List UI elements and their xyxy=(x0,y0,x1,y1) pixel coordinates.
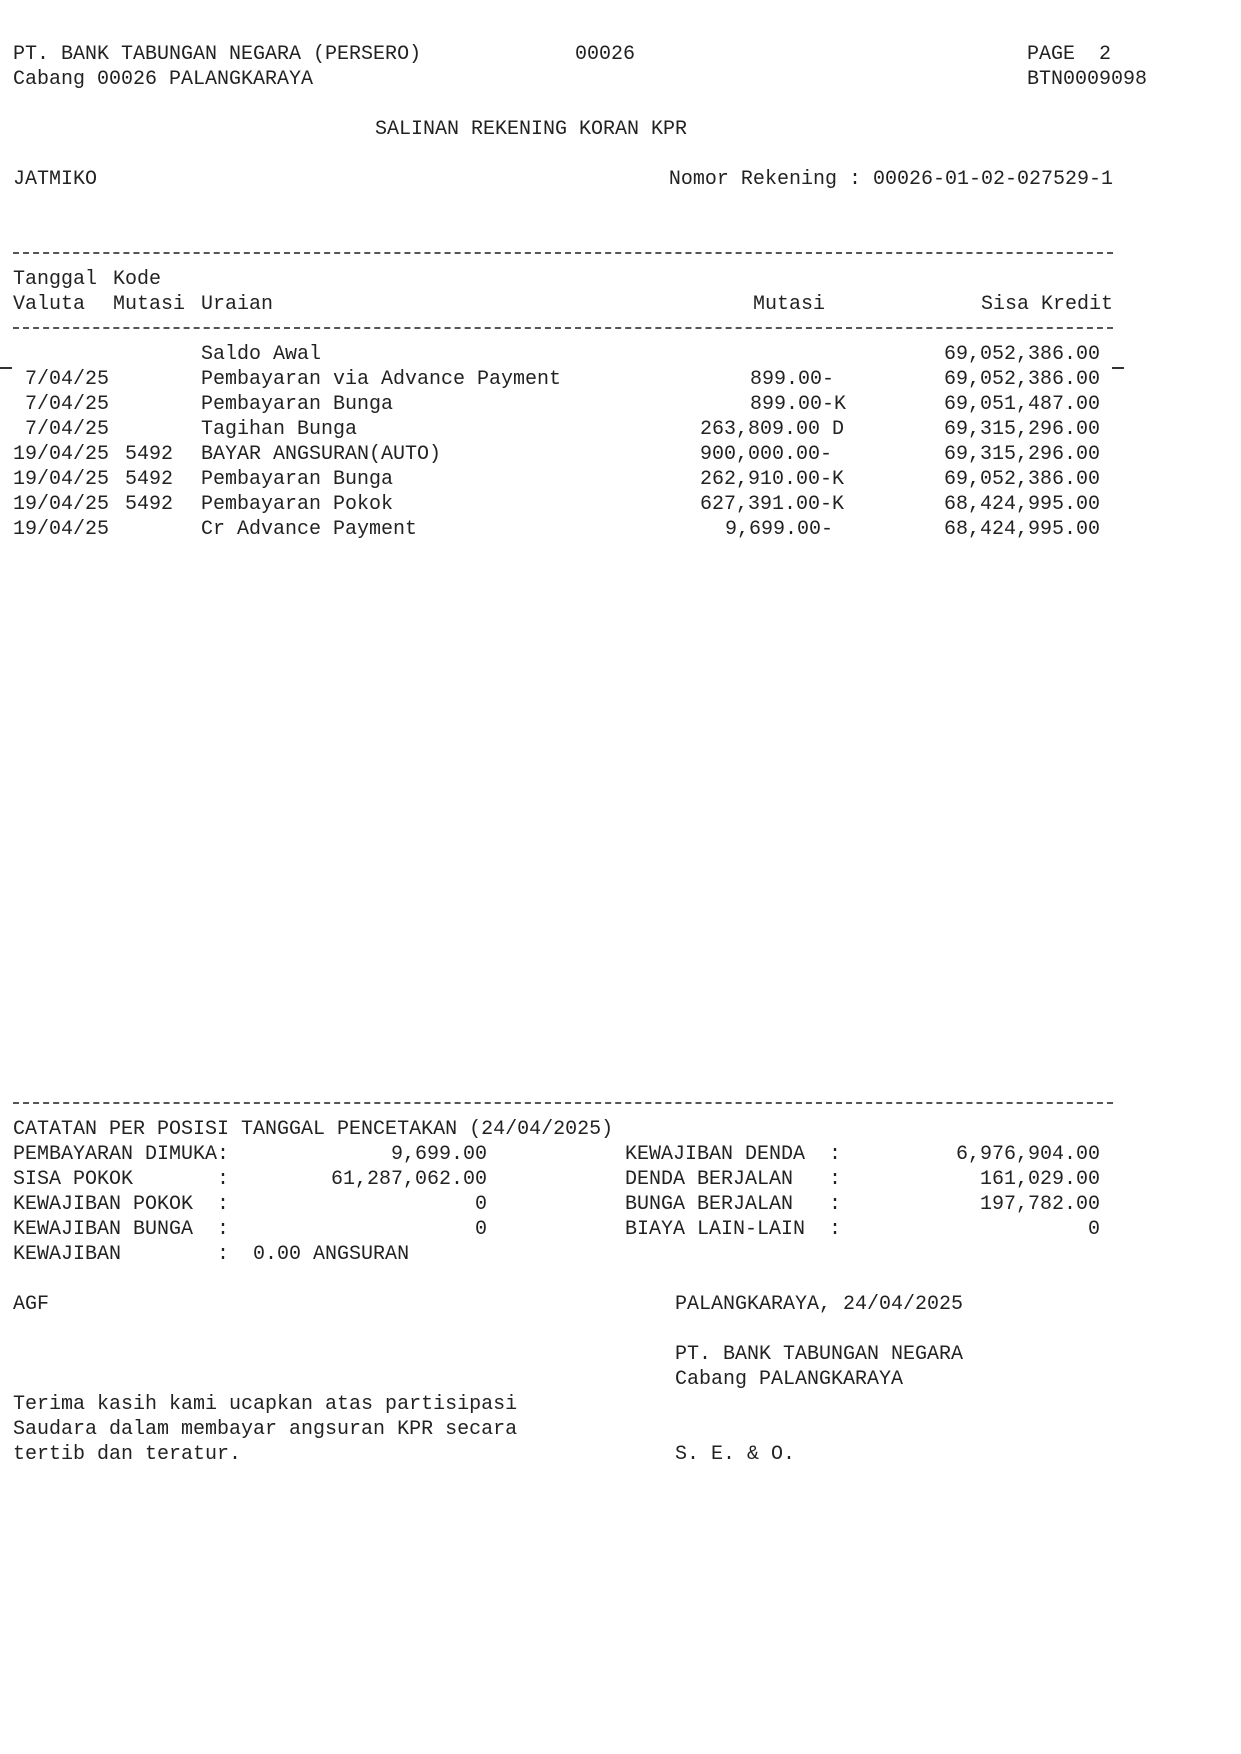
row-description: Pembayaran via Advance Payment xyxy=(201,368,562,391)
summary-label: KEWAJIBAN DENDA : xyxy=(625,1143,842,1166)
kewajiban-line: KEWAJIBAN : 0.00 ANGSURAN xyxy=(13,1243,410,1266)
branch-code: 00026 xyxy=(575,43,636,66)
column-header-valuta: Valuta xyxy=(13,293,86,316)
row-amount: 262,910.00-K xyxy=(700,468,845,491)
row-amount: 899.00- xyxy=(750,368,835,391)
place-date: PALANGKARAYA, 24/04/2025 xyxy=(675,1293,964,1316)
summary-value: 0 xyxy=(1087,1218,1100,1241)
row-description: Tagihan Bunga xyxy=(201,418,358,441)
row-balance: 69,052,386.00 xyxy=(943,343,1100,366)
row-amount: 627,391.00-K xyxy=(700,493,845,516)
row-date: 19/04/25 xyxy=(13,493,110,516)
row-description: Pembayaran Bunga xyxy=(201,393,394,416)
summary-label: BIAYA LAIN-LAIN : xyxy=(625,1218,842,1241)
bank-name: PT. BANK TABUNGAN NEGARA (PERSERO) xyxy=(13,43,422,66)
summary-value: 161,029.00 xyxy=(979,1168,1100,1191)
margin-mark xyxy=(1112,367,1124,369)
account-holder: JATMIKO xyxy=(13,168,98,191)
page-number: PAGE 2 xyxy=(1027,43,1112,66)
margin-mark xyxy=(0,367,12,369)
summary-heading: CATATAN PER POSISI TANGGAL PENCETAKAN (24/04/2025) xyxy=(13,1118,614,1141)
row-date: 7/04/25 xyxy=(13,393,110,416)
row-balance: 69,315,296.00 xyxy=(943,418,1100,441)
row-description: Pembayaran Bunga xyxy=(201,468,394,491)
row-code: 5492 xyxy=(125,493,174,516)
row-date: 7/04/25 xyxy=(13,368,110,391)
bank-signature-line2: Cabang PALANGKARAYA xyxy=(675,1368,904,1391)
row-description: BAYAR ANGSURAN(AUTO) xyxy=(201,443,442,466)
errors-omissions-note: S. E. & O. xyxy=(675,1443,796,1466)
row-amount: 899.00-K xyxy=(750,393,847,416)
summary-value: 0 xyxy=(474,1193,487,1216)
row-balance: 69,052,386.00 xyxy=(943,468,1100,491)
column-header-kode: Kode xyxy=(113,268,162,291)
row-amount: 9,699.00- xyxy=(725,518,834,541)
row-balance: 69,052,386.00 xyxy=(943,368,1100,391)
column-header-tanggal: Tanggal xyxy=(13,268,98,291)
summary-label: PEMBAYARAN DIMUKA: xyxy=(13,1143,230,1166)
thank-you-line: Terima kasih kami ucapkan atas partisipasi xyxy=(13,1393,518,1416)
row-balance: 68,424,995.00 xyxy=(943,493,1100,516)
summary-label: BUNGA BERJALAN : xyxy=(625,1193,842,1216)
divider xyxy=(13,327,1113,329)
row-description: Pembayaran Pokok xyxy=(201,493,394,516)
officer-code: AGF xyxy=(13,1293,50,1316)
thank-you-line: tertib dan teratur. xyxy=(13,1443,242,1466)
row-code: 5492 xyxy=(125,443,174,466)
row-description: Saldo Awal xyxy=(201,343,322,366)
summary-value: 197,782.00 xyxy=(979,1193,1100,1216)
row-code: 5492 xyxy=(125,468,174,491)
account-number: Nomor Rekening : 00026-01-02-027529-1 xyxy=(668,168,1113,191)
row-date: 7/04/25 xyxy=(13,418,110,441)
thank-you-line: Saudara dalam membayar angsuran KPR secara xyxy=(13,1418,518,1441)
document-code: BTN0009098 xyxy=(1027,68,1148,91)
row-date: 19/04/25 xyxy=(13,518,110,541)
row-description: Cr Advance Payment xyxy=(201,518,418,541)
row-balance: 68,424,995.00 xyxy=(943,518,1100,541)
column-header-mutasi: Mutasi xyxy=(752,293,825,316)
row-balance: 69,051,487.00 xyxy=(943,393,1100,416)
summary-value: 0 xyxy=(474,1218,487,1241)
column-header-uraian: Uraian xyxy=(201,293,274,316)
row-amount: 900,000.00- xyxy=(700,443,833,466)
summary-value: 6,976,904.00 xyxy=(955,1143,1100,1166)
summary-label: KEWAJIBAN BUNGA : xyxy=(13,1218,230,1241)
bank-signature-line1: PT. BANK TABUNGAN NEGARA xyxy=(675,1343,964,1366)
summary-label: KEWAJIBAN POKOK : xyxy=(13,1193,230,1216)
column-header-sisa-kredit: Sisa Kredit xyxy=(980,293,1113,316)
column-header-mutasi-code: Mutasi xyxy=(113,293,186,316)
row-date: 19/04/25 xyxy=(13,443,110,466)
branch-line: Cabang 00026 PALANGKARAYA xyxy=(13,68,314,91)
row-balance: 69,315,296.00 xyxy=(943,443,1100,466)
summary-value: 9,699.00 xyxy=(390,1143,487,1166)
summary-value: 61,287,062.00 xyxy=(330,1168,487,1191)
document-title: SALINAN REKENING KORAN KPR xyxy=(375,118,688,141)
summary-label: DENDA BERJALAN : xyxy=(625,1168,842,1191)
row-amount: 263,809.00 D xyxy=(700,418,845,441)
divider xyxy=(13,1102,1113,1104)
divider xyxy=(13,252,1113,254)
row-date: 19/04/25 xyxy=(13,468,110,491)
summary-label: SISA POKOK : xyxy=(13,1168,230,1191)
